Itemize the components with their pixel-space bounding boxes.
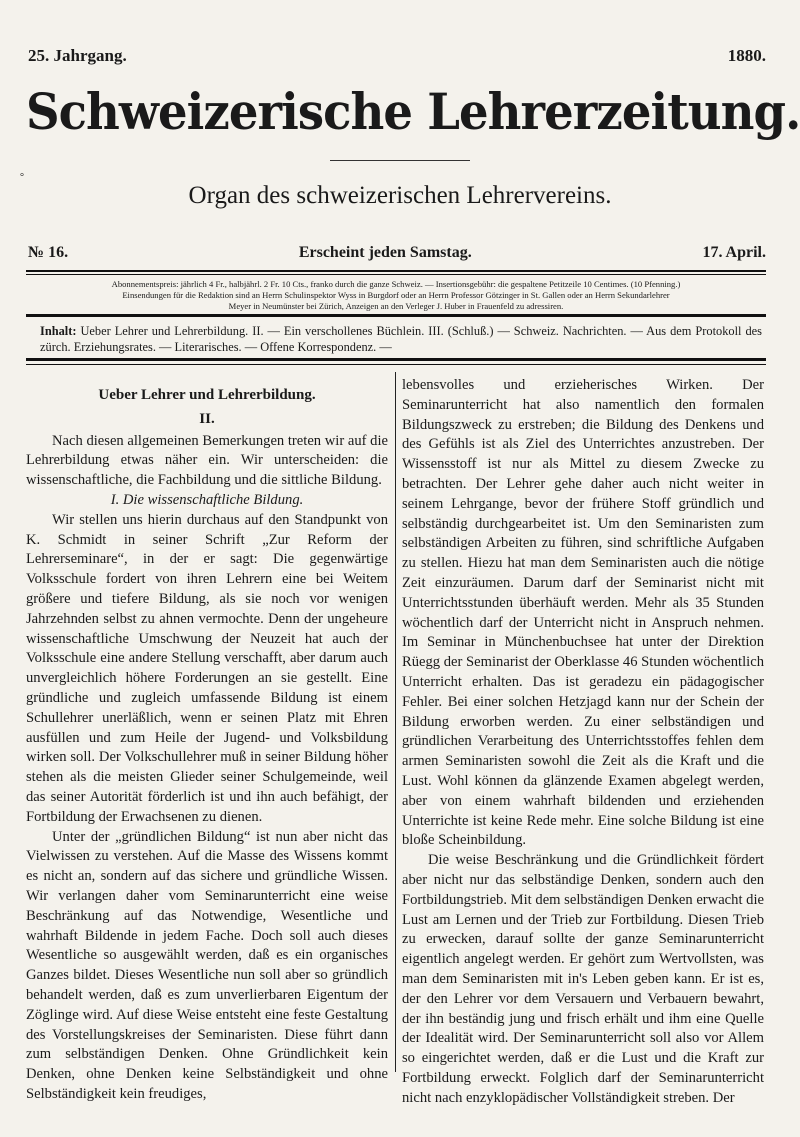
article-paragraph: Nach diesen allgemeinen Bemerkungen treten wir auf die Lehrerbildung etwas näher ein. Wir unterscheiden: die wissenschaftliche, die Fachbildung und die sittliche Bildung. [26, 432, 388, 489]
volume-label: 25. Jahrgang. [28, 46, 127, 65]
header-top-line [28, 46, 766, 66]
subscription-line-3: Meyer in Neumünster bei Zürich, Anzeigen an den Verleger J. Huber in Frauenfeld zu adressiren. [228, 301, 564, 311]
newspaper-subtitle: Organ des schweizerischen Lehrervereins. [188, 182, 612, 209]
section-heading: I. Die wissenschaftliche Bildung. [110, 491, 304, 508]
article-paragraph: Die weise Beschränkung und die Gründlichkeit fördert aber nicht nur das selbständige Denken, sondern auch den Fortbildungstrieb. Mit dem selbständigen Denken erwacht die Lust am Lernen und der Trieb zur Fortbildung. Diesen Trieb zu erwecken, darauf sollte der ganze Seminarunterricht eigentlich angelegt werden. Er gehört zum Wertvollsten, was man dem Seminaristen mit in's Leben geben kann. Er ist es, der den Lehrer vor dem Versauern und Verbauern bewahrt, der ihn beständig jung und frisch erhält und ihm eine Quelle der Idealität wird. Der Seminarunterricht soll also vor Allem so eingerichtet werden, daß er die Lust und die Kraft zur Fortbildung erweckt. Folglich darf der Seminarunterricht nicht nach enzyklopädischer Vollständigkeit streben. Der [402, 852, 764, 1106]
title-ornament-rule [330, 160, 470, 161]
article-column-right [402, 376, 764, 1108]
contents-top-rule [26, 314, 766, 317]
article-title: Ueber Lehrer und Lehrerbildung. [98, 387, 316, 403]
issue-frequency: Erscheint jeden Samstag. [298, 244, 472, 261]
article-paragraph: Unter der „gründlichen Bildung“ ist nun aber nicht das Vielwissen zu verstehen. Auf die Masse des Wissens kommt es nicht an, sondern auf das sichere und gründliche Wissen. Wir verlangen daher vom Seminarunterricht eine weise Beschränkung auf das Notwendige, Wesentliche und wahrhaft Bildende in jedem Fache. Doch soll auch dieses Wesentliche so ausgewählt werden, daß es ein organisches Ganzes bildet. Dieses Wesentliche nun soll aber so gründlich behandelt werden, daß es zum unverlierbaren Eigentum der Zöglinge wird. Auf diese Weise entsteht eine feste Gestaltung des Vorstellungskreises der Seminaristen. Diese führt dann zum selbständigen Denken. Ohne Gründlichkeit kein Denken, ohne Denken keine Selbständigkeit und ohne Selbständigkeit kein freudiges, [26, 828, 388, 1102]
article-column-left [26, 376, 388, 1105]
issue-date: 17. April. [702, 244, 766, 261]
contents-bottom-rule [26, 358, 766, 361]
contents-bottom-rule-thin [26, 364, 766, 365]
newspaper-title: Schweizerische Lehrerzeitung. [26, 82, 800, 141]
column-divider [395, 372, 396, 1072]
subscription-line-1: Abonnementspreis: jährlich 4 Fr., halbjährl. 2 Fr. 10 Cts., franko durch die ganze Schweiz. — Insertionsgebühr: die gespaltene Petitzeile 10 Centimes. (10 Pfenning.) [111, 279, 681, 289]
article-paragraph: lebensvolles und erzieherisches Wirken. Der Seminarunterricht hat also namentlich den formalen Bildungszweck zu erstreben; die Bildung des Denkens und des Gefühls ist als Ziel des Unterrichtes anzustreben. Der Wissensstoff ist nur als Mittel zu diesem Zwecke zu betrachten. Der Lehrer gehe daher auch nicht weiter in seinem Lehrgange, bevor der frühere Stoff gründlich und selbständig durchgearbeitet ist. Um den Seminaristen zum selbständigen Arbeiten zu führen, sind schriftliche Aufgaben zu stellen. Hiezu hat man dem Seminaristen auch die nötige Zeit einzuräumen. Darum darf der Seminarist nicht mit Unterrichtsstunden überhäuft werden. Mehr als 35 Stunden wöchentlich darf der Unterricht nicht in Anspruch nehmen. Im Seminar in Münchenbuchsee hat unter der Direktion Rüegg der Seminarist der Oberklasse 46 Stunden wöchentlich Unterricht erhalten. Das ist geradezu ein pädagogischer Fehler. Bei einer solchen Hetzjagd kann nur der Schein der Bildung erworben werden. Zu einer selbständigen und gründlichen Verarbeitung des Unterrichtsstoffes fehlen dem armen Seminaristen sowohl die Zeit als die Kraft und die Lust. Wohl können da glänzende Examen abgelegt werden, aber von einem wahrhaft bildenden und erziehenden Unterrichte ist keine Rede mehr. Eine solche Bildung ist eine bloße Scheinbildung. [402, 377, 764, 849]
year-label: 1880. [727, 46, 766, 65]
article-part: II. [199, 410, 215, 427]
article-paragraph: Wir stellen uns hierin durchaus auf den Standpunkt von K. Schmidt in seiner Schrift „Zur Reform der Lehrerseminare“, in der er sagt: Die gegenwärtige Volksschule fordert von ihren Lehrern eine bei Weitem größere und tiefere Bildung, als sie noch vor wenigen Jahrzehnden selbst zu ahnen vermochte. Denn der ungeheure wissenschaftliche Umschwung der Neuzeit hat auch der Volksschule eine andere Stellung verschafft, aber darum auch unvergleichlich höhere Forderungen an sie gestellt. Eine gründliche und zugleich umfassende Bildung ist einem Schullehrer unerläßlich, wenn er seinen Platz mit Ehren ausfüllen und zum Heile der Jugend- und Volksbildung wirken soll. Der Volkschullehrer muß in seiner Bildung höher stehen als die meisten Glieder seiner Schulgemeinde, weil das seiner Autorität förderlich ist und ihn auch befähigt, der Fortbildung der Erwachsenen zu dienen. [26, 511, 388, 825]
header-rule-thin [26, 274, 766, 275]
issue-number: № 16. [28, 244, 69, 261]
header-rule [26, 270, 766, 272]
margin-mark: ° [20, 172, 24, 183]
contents-text: Ueber Lehrer und Lehrerbildung. II. — Ein verschollenes Büchlein. III. (Schluß.) — Schweiz. Nachrichten. — Aus dem Protokoll des zürch. Erziehungsrates. — Literarisches. — Offene Korrespondenz. — [40, 324, 762, 354]
table-of-contents [40, 323, 762, 355]
contents-label: Inhalt: [40, 324, 77, 338]
issue-line [28, 244, 766, 262]
subscription-info [26, 279, 766, 312]
subscription-line-2: Einsendungen für die Redaktion sind an Herrn Schulinspektor Wyss in Burgdorf oder an Herrn Professor Götzinger in St. Gallen oder an Herrn Sekundarlehrer [122, 290, 670, 300]
